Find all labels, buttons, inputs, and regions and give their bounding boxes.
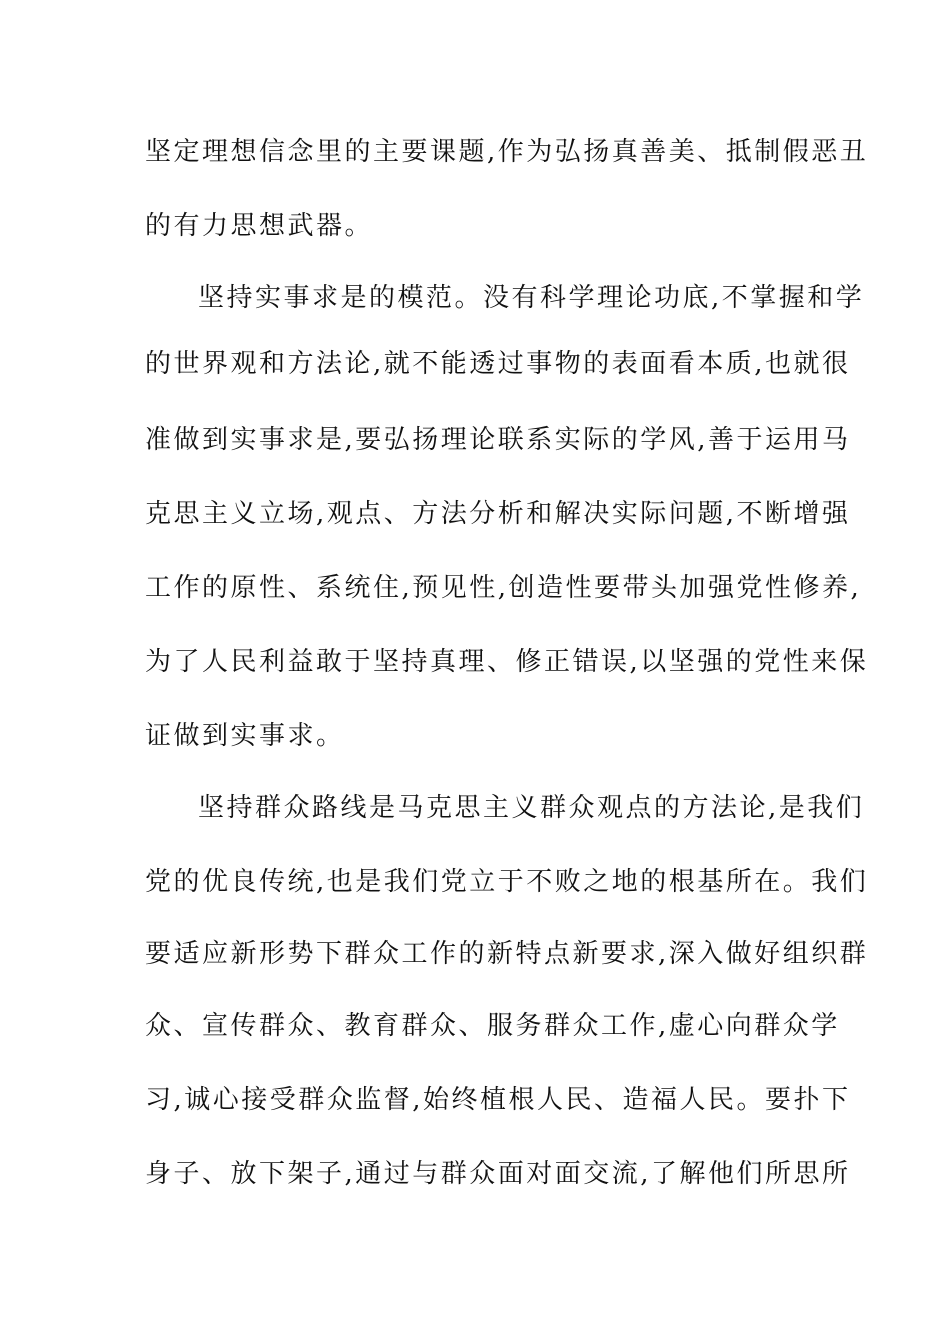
text-line: 众、宣传群众、教育群众、服务群众工作,虚心向群众学 xyxy=(145,1011,840,1041)
text-line: 的世界观和方法论,就不能透过事物的表面看本质,也就很 xyxy=(145,349,851,379)
text-line: 为了人民利益敢于坚持真理、修正错误,以坚强的党性来保 xyxy=(145,647,869,677)
paragraph-first-line: 坚持群众路线是马克思主义群众观点的方法论,是我们 xyxy=(198,793,865,823)
text-line: 身子、放下架子,通过与群众面对面交流,了解他们所思所 xyxy=(145,1159,851,1189)
text-line: 党的优良传统,也是我们党立于不败之地的根基所在。我们 xyxy=(145,867,869,897)
text-line: 工作的原性、系统住,预见性,创造性要带头加强党性修养, xyxy=(145,573,862,603)
text-line: 要适应新形势下群众工作的新特点新要求,深入做好组织群 xyxy=(145,939,869,969)
text-line: 证做到实事求。 xyxy=(145,721,345,751)
paragraph-first-line: 坚持实事求是的模范。没有科学理论功底,不掌握和学 xyxy=(198,283,865,313)
text-line: 坚定理想信念里的主要课题,作为弘扬真善美、抵制假恶丑 xyxy=(145,137,869,167)
text-line: 克思主义立场,观点、方法分析和解决实际问题,不断增强 xyxy=(145,499,851,529)
text-line: 的有力思想武器。 xyxy=(145,211,374,241)
text-line: 习,诚心接受群众监督,始终植根人民、造福人民。要扑下 xyxy=(145,1085,851,1115)
text-line: 准做到实事求是,要弘扬理论联系实际的学风,善于运用马 xyxy=(145,425,851,455)
